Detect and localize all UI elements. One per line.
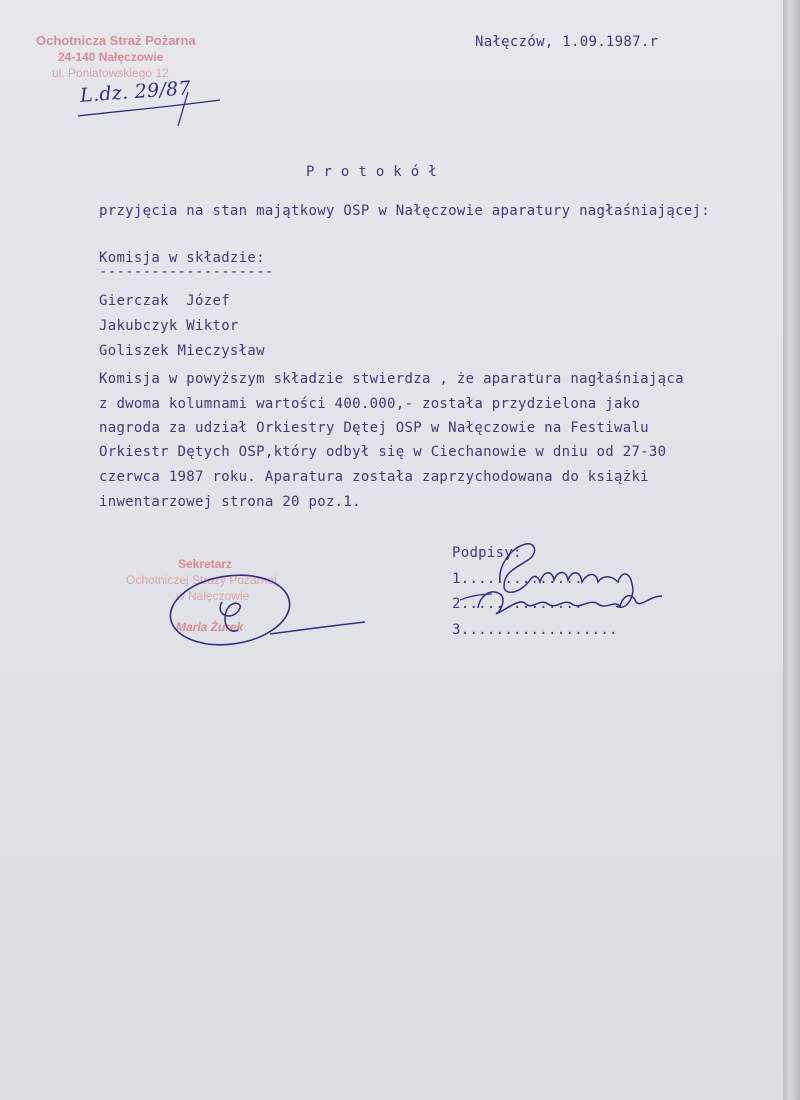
- secretary-stamp-title: Sekretarz: [178, 557, 233, 571]
- signatures-label: Podpisy:: [452, 545, 522, 561]
- organization-stamp-line1: Ochotnicza Straż Pożarna: [36, 33, 196, 48]
- body-line: Komisja w powyższym składzie stwierdza , że aparatura nagłaśniająca: [99, 371, 684, 387]
- organization-stamp-line2: 24-140 Nałęczowie: [58, 50, 164, 64]
- secretary-signature: [160, 572, 380, 662]
- commission-member: Jakubczyk Wiktor: [99, 318, 239, 334]
- commission-heading: Komisja w składzie:: [99, 250, 265, 266]
- body-line: inwentarzowej strona 20 poz.1.: [99, 494, 361, 510]
- body-line: nagroda za udział Orkiestry Dętej OSP w Nałęczowie na Festiwalu: [99, 420, 649, 436]
- paper-edge: [783, 0, 800, 1100]
- reference-number: L.dz. 29/87: [79, 77, 192, 107]
- document-subtitle: przyjęcia na stan majątkowy OSP w Nałęczowie aparatury nagłaśniającej:: [99, 203, 711, 219]
- body-line: Orkiestr Dętych OSP,który odbył się w Ciechanowie w dniu od 27-30: [99, 444, 667, 460]
- commission-member: Gierczak Józef: [99, 293, 230, 309]
- place-date: Nałęczów, 1.09.1987.r: [475, 34, 659, 50]
- body-line: czerwca 1987 roku. Aparatura została zaprzychodowana do książki: [99, 469, 649, 485]
- secretary-stamp-name: Maria Żurek: [176, 620, 244, 634]
- secretary-stamp-organization: Ochotniczej Straży Pożarnej: [126, 573, 277, 587]
- commission-member: Goliszek Mieczysław: [99, 343, 265, 359]
- body-line: z dwoma kolumnami wartości 400.000,- została przydzielona jako: [99, 396, 641, 412]
- reference-underline: [70, 90, 230, 130]
- signature-line: 2..............: [452, 596, 583, 612]
- organization-stamp-line3: ul. Poniatowskiego 12: [52, 66, 169, 80]
- secretary-stamp-location: w Nałęczowie: [176, 589, 250, 603]
- document-title: P r o t o k ó ł: [306, 164, 437, 180]
- signature-line: 3..................: [452, 622, 618, 638]
- commission-underline: --------------------: [99, 264, 274, 280]
- signature-line: 1..............: [452, 571, 583, 587]
- member-signatures: [440, 536, 680, 636]
